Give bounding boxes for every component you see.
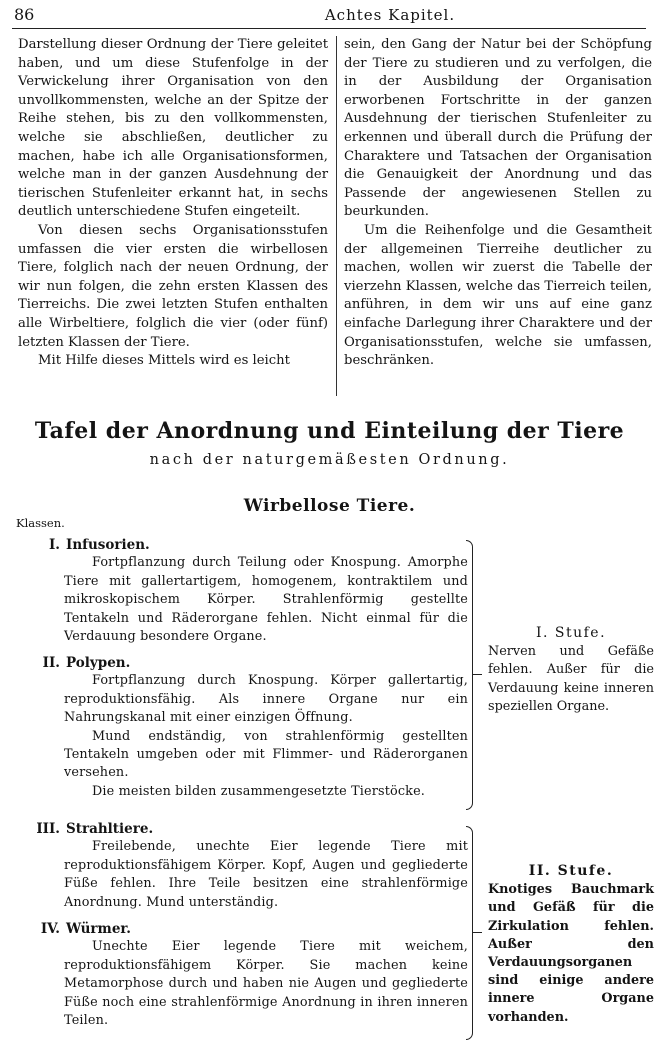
column-divider [336,36,337,396]
header-rule [12,28,646,29]
class-name: Strahltiere. [66,821,154,837]
class-number: I. [48,537,60,553]
section-heading: Wirbellose Tiere. [243,496,416,516]
class-heading [18,820,468,838]
class-heading [18,654,468,672]
class-paragraph: Unechte Eier legende Tiere mit weichem, reproduktionsfähigem Körper. Sie machen keine Metamorphose durch und haben nie Augen und gegliederte Füße noch eine strahlenförmige Anordnung in ihren inneren Teilen. [64,939,468,1029]
table-subtitle: nach der naturgemäßesten Ordnung. [149,452,510,468]
class-entry [18,920,468,1030]
right-column [344,36,652,371]
table-title: Tafel der Anordnung und Einteilung der Tiere [34,418,625,444]
class-name: Würmer. [66,921,131,937]
class-description [64,938,468,1030]
left-paragraph: Von diesen sechs Organisationsstufen umfassen die vier ersten die wirbellosen Tiere, folglich nach der neuen Ordnung, der wir nun folgen, die zehn ersten Klassen des Tierreichs. Die zwei letzten Stufen enthalten alle Wirbeltiere, folglich die vier (oder fünf) letzten Klassen der Tiere. [18,222,328,350]
class-entry [18,654,468,801]
class-paragraph: Fortpflanzung durch Teilung oder Knospung. Amorphe Tiere mit gallertartigem, homogenem, kontraktilem und mikroskopischem Körper. Strahlenförmig gestellte Tentakeln und Räderorgane fehlen. Nicht einmal für die Verdauung besondere Organe. [64,555,468,645]
class-description [64,554,468,646]
class-number: III. [36,821,60,837]
class-paragraph: Fortpflanzung durch Knospung. Körper gallertartig, reproduktionsfähig. Als innere Organe nur ein Nahrungskanal mit einer einzigen Öffnung. [64,673,468,726]
class-name: Polypen. [66,655,131,671]
class-paragraph: Mund endständig, von strahlenförmig gestellten Tentakeln umgeben oder mit Flimmer- und Räderorganen versehen. [64,728,468,781]
stage-description: Nerven und Gefäße fehlen. Außer für die Verdauung keine inneren speziellen Organe. [488,644,654,714]
right-paragraph: Um die Reihenfolge und die Gesamtheit der allgemeinen Tierreihe deutlicher zu machen, wollen wir zuerst die Tabelle der vierzehn Klassen, welche das Tierreich teilen, anführen, in dem wir uns auf eine ganz einfache Darlegung ihrer Charaktere und der Organisationsstufen, welche sie umfassen, beschränken. [344,222,652,369]
stage-description: Knotiges Bauchmark und Gefäß für die Zirkulation fehlen. Außer den Verdauungsorganen sind einige andere innere Organe vorhanden. [488,882,654,1025]
stage-brace [466,540,473,810]
stage-box [488,624,654,716]
class-paragraph: Freilebende, unechte Eier legende Tiere mit reproduktionsfähigem Körper. Kopf, Augen und gegliederte Füße fehlen. Ihre Teile besitzen eine strahlenförmige Anordnung. Mund unterständig. [64,839,468,910]
stage-title: II. Stufe. [528,863,614,879]
left-column [18,36,328,371]
class-number: IV. [40,921,60,937]
classes-label: Klassen. [16,516,65,530]
running-head: Achtes Kapitel. [324,6,456,24]
class-description [64,672,468,801]
left-paragraph: Mit Hilfe dieses Mittels wird es leicht [38,353,290,369]
class-number: II. [42,655,60,671]
class-name: Infusorien. [66,537,150,553]
class-description [64,838,468,912]
left-paragraph: Darstellung dieser Ordnung der Tiere geleitet haben, und um diese Stufenfolge in der Verwickelung ihrer Organisation von den unvollkommensten, welche an der Spitze der Reihe stehen, bis zu den vollkommensten, welche sie abschließen, deutlicher zu machen, habe ich alle Organisationsformen, welche man in der ganzen Ausdehnung der tierischen Stufenleiter erkannt hat, in sechs deutlich unterschiedene Stufen eingeteilt. [18,37,328,220]
class-heading [18,536,468,554]
stage-brace-tip [472,932,482,933]
stage-box [488,862,654,1027]
stage-brace-tip [472,674,482,675]
class-entry [18,536,468,646]
page-number: 86 [14,5,35,24]
stage-title: I. Stufe. [535,625,607,641]
class-paragraph: Die meisten bilden zusammengesetzte Tierstöcke. [92,783,426,799]
class-heading [18,920,468,938]
class-entry [18,820,468,912]
right-paragraph: sein, den Gang der Natur bei der Schöpfung der Tiere zu studieren und zu verfolgen, die in der Ausbildung der Organisation erworbenen Fortschritte in der ganzen Ausdehnung der tierischen Stufenleiter zu erkennen und überall durch die Prüfung der Charaktere und Tatsachen der Organisation die Genauigkeit der Anordnung und das Passende der angewiesenen Stellen zu beurkunden. [344,37,652,220]
stage-brace [466,826,473,1040]
